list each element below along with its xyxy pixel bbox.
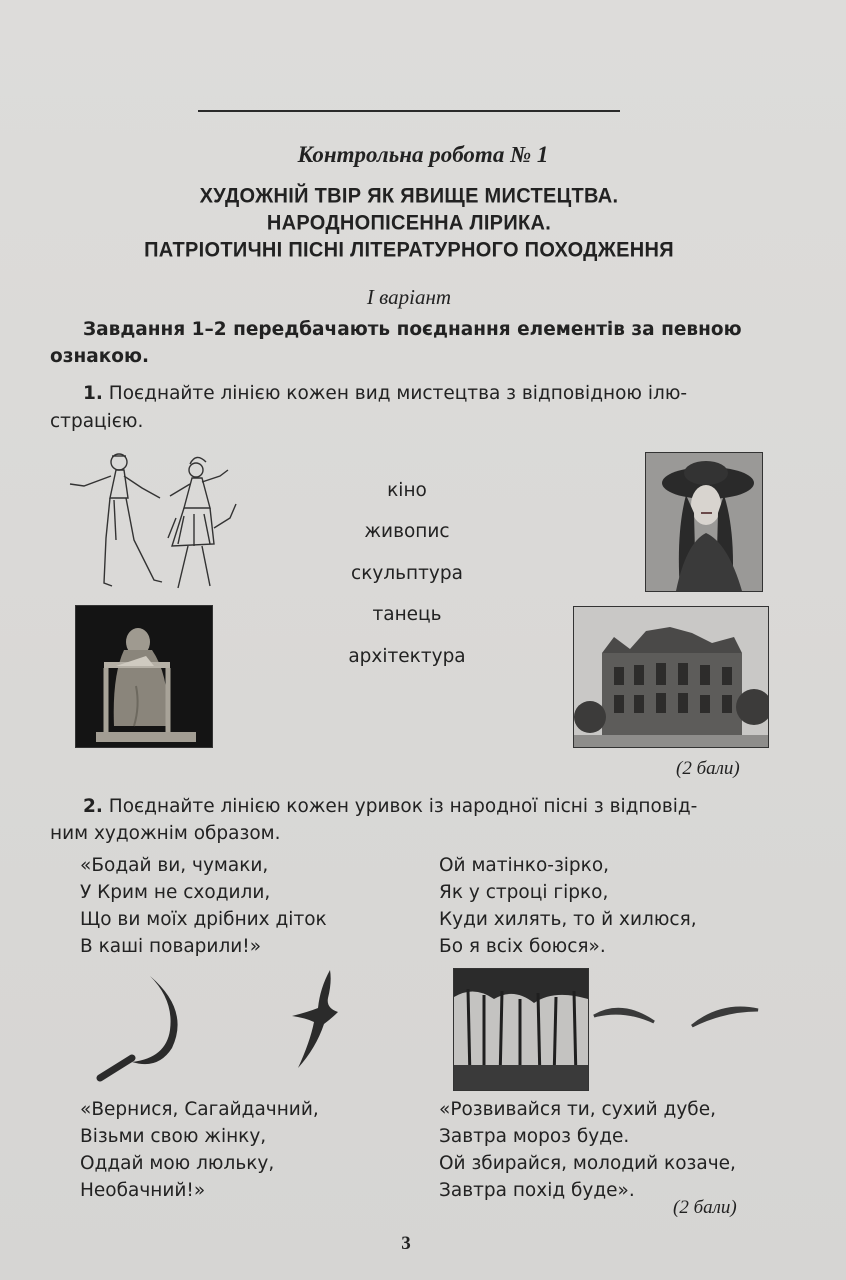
- seagull-icon: [286, 968, 346, 1073]
- poem-line: Візьми свою жінку,: [80, 1126, 267, 1147]
- poem-line: Необачний!»: [80, 1180, 206, 1201]
- poem-line: В каші поварили!»: [80, 936, 262, 957]
- art-word-cinema: кіно: [387, 480, 427, 501]
- poem-line: «Бодай ви, чумаки,: [80, 855, 269, 876]
- poem-dube: [439, 1096, 736, 1204]
- intro-line-1: Завдання 1–2 передбачають поєднання елементів за певною: [83, 319, 742, 340]
- task1-number: 1.: [83, 383, 103, 404]
- art-word-painting: живопис: [364, 521, 450, 542]
- task2-text-line-2: ним художнім образом.: [50, 823, 281, 844]
- eyebrows-icon: [592, 996, 762, 1036]
- poem-line: «Розвивайся ти, сухий дубе,: [439, 1099, 716, 1120]
- task1-instruction: Поєднайте лінією кожен вид мистецтва з відповідною ілю-: [108, 383, 688, 404]
- task2-points: (2 бали): [673, 1197, 737, 1218]
- art-word-architecture: архітектура: [348, 646, 466, 667]
- poem-line: Оддай мою люльку,: [80, 1153, 275, 1174]
- heading-line-1: ХУДОЖНІЙ ТВІР ЯК ЯВИЩЕ МИСТЕЦТВА.: [199, 184, 619, 208]
- dancing-couple-illustration: [64, 448, 244, 593]
- heading-line-2: НАРОДНОПІСЕННА ЛІРИКА.: [266, 211, 552, 235]
- sickle-icon: [92, 970, 192, 1085]
- art-word-dance: танець: [372, 604, 442, 625]
- task2-instruction: Поєднайте лінією кожен уривок із народної пісні з відповід-: [108, 796, 698, 817]
- ornate-building-photo: [573, 606, 769, 748]
- art-word-sculpture: скульптура: [351, 563, 463, 584]
- poem-line: Що ви моїх дрібних діток: [80, 909, 327, 930]
- intro-line-2: ознакою.: [50, 346, 150, 367]
- page-title: Контрольна робота № 1: [297, 142, 549, 167]
- task2-number: 2.: [83, 796, 103, 817]
- poem-line: Ой матінко-зірко,: [439, 855, 610, 876]
- task1-points: (2 бали): [676, 758, 740, 779]
- poem-line: Куди хилять, то й хилюся,: [439, 909, 697, 930]
- variant-label: І варіант: [366, 285, 452, 309]
- page-number: 3: [401, 1233, 411, 1254]
- poem-line: Як у строці гірко,: [439, 882, 609, 903]
- poem-line: У Крим не сходили,: [80, 882, 271, 903]
- poem-sahaidachny: [80, 1096, 319, 1204]
- poem-line: Завтра похід буде».: [439, 1180, 635, 1201]
- poem-line: Ой збирайся, молодий козаче,: [439, 1153, 736, 1174]
- forest-photo: [453, 968, 589, 1091]
- poem-matinko: [439, 852, 697, 960]
- task2-text-line-1: [83, 793, 697, 821]
- task1-text-line-1: [83, 380, 687, 408]
- poem-line: Завтра мороз буде.: [439, 1126, 630, 1147]
- monk-sculpture-photo: [75, 605, 213, 748]
- poem-chumaky: [80, 852, 327, 960]
- heading-line-3: ПАТРІОТИЧНІ ПІСНІ ЛІТЕРАТУРНОГО ПОХОДЖЕННЯ: [144, 238, 674, 262]
- woman-portrait-painting: [645, 452, 763, 592]
- task1-text-line-2: страцією.: [50, 411, 144, 432]
- poem-line: «Вернися, Сагайдачний,: [80, 1099, 319, 1120]
- poem-line: Бо я всіх боюся».: [439, 936, 606, 957]
- top-rule: [198, 110, 620, 112]
